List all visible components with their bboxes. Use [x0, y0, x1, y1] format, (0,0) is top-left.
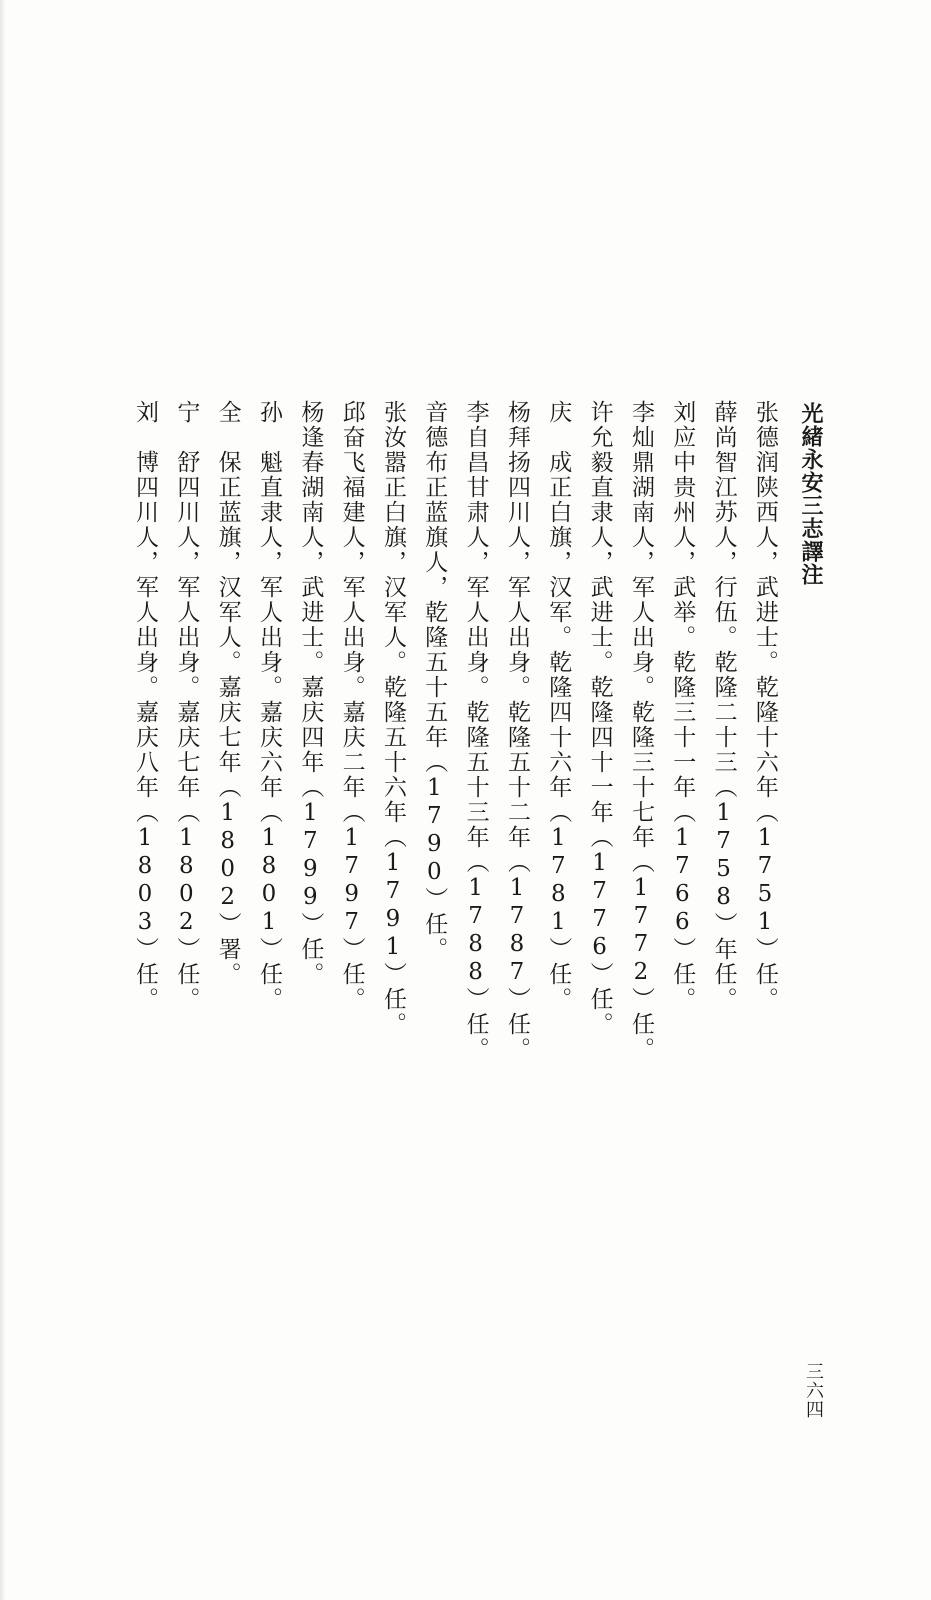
- official-detail: 湖南人，武进士。嘉庆四年（1799）任。: [297, 475, 324, 987]
- official-name: 李自昌: [462, 400, 489, 475]
- list-entry: [378, 400, 408, 1037]
- list-entry: [585, 400, 615, 1037]
- official-name: 张汝嚣: [379, 400, 406, 475]
- list-entry: [543, 400, 573, 1012]
- official-detail: 四川人，军人出身。嘉庆八年（1803）任。: [132, 475, 158, 1012]
- list-entry: [502, 400, 532, 1062]
- official-name: 刘 博: [132, 400, 158, 475]
- official-detail: 湖南人，军人出身。乾隆三十七年（1772）任。: [627, 475, 654, 1062]
- list-entry: [171, 400, 201, 1012]
- official-name: 杨逢春: [297, 400, 324, 475]
- official-detail: 四川人，军人出身。乾隆五十二年（1787）任。: [503, 475, 530, 1062]
- official-list: [130, 400, 780, 1062]
- list-entry: [337, 400, 367, 1012]
- official-detail: 甘肃人，军人出身。乾隆五十三年（1788）任。: [462, 475, 489, 1062]
- page-number: 三六四: [803, 1362, 824, 1419]
- official-name: 许允毅: [586, 400, 613, 475]
- official-name: 音德布: [421, 400, 448, 475]
- list-entry: [130, 400, 160, 1012]
- list-entry: [254, 400, 284, 1012]
- running-title: 光緒永安三志譯注: [798, 402, 824, 586]
- list-entry: [213, 400, 243, 987]
- list-entry: [419, 400, 449, 960]
- official-detail: 陕西人，武进士。乾隆十六年（1751）任。: [751, 475, 778, 1012]
- list-entry: [667, 400, 697, 1012]
- list-entry: [461, 400, 491, 1062]
- official-name: 张德润: [751, 400, 778, 475]
- official-detail: 福建人，军人出身。嘉庆二年（1797）任。: [338, 475, 365, 1012]
- official-detail: 四川人，军人出身。嘉庆七年（1802）任。: [173, 475, 200, 1012]
- official-detail: 贵州人，武举。乾隆三十一年（1766）任。: [669, 475, 696, 1012]
- list-entry: [750, 400, 780, 1012]
- official-detail: 正白旗，汉军人。乾隆五十六年（1791）任。: [379, 475, 406, 1037]
- list-entry: [295, 400, 325, 987]
- official-detail: 直隶人，军人出身。嘉庆六年（1801）任。: [255, 475, 282, 1012]
- official-name: 邱奋飞: [338, 400, 365, 475]
- official-name: 孙 魁: [255, 400, 282, 475]
- page-binding-shadow: [0, 0, 6, 1600]
- official-name: 庆 成: [545, 400, 572, 475]
- official-detail: 正白旗，汉军。乾隆四十六年（1781）任。: [545, 475, 572, 1012]
- list-entry: [626, 400, 656, 1062]
- official-detail: 正蓝旗，汉军人。嘉庆七年（1802）署。: [214, 475, 241, 987]
- official-name: 杨拜扬: [503, 400, 530, 475]
- official-detail: 江苏人，行伍。乾隆二十三（1758）年任。: [710, 475, 737, 1012]
- official-name: 全 保: [214, 400, 241, 475]
- official-name: 薛尚智: [710, 400, 737, 475]
- official-name: 宁 舒: [173, 400, 200, 475]
- official-name: 刘应中: [669, 400, 696, 475]
- official-detail: 直隶人，武进士。乾隆四十一年（1776）任。: [586, 475, 613, 1037]
- list-entry: [709, 400, 739, 1012]
- official-name: 李灿鼎: [627, 400, 654, 475]
- official-detail: 正蓝旗人，乾隆五十五年（1790）任。: [421, 475, 448, 962]
